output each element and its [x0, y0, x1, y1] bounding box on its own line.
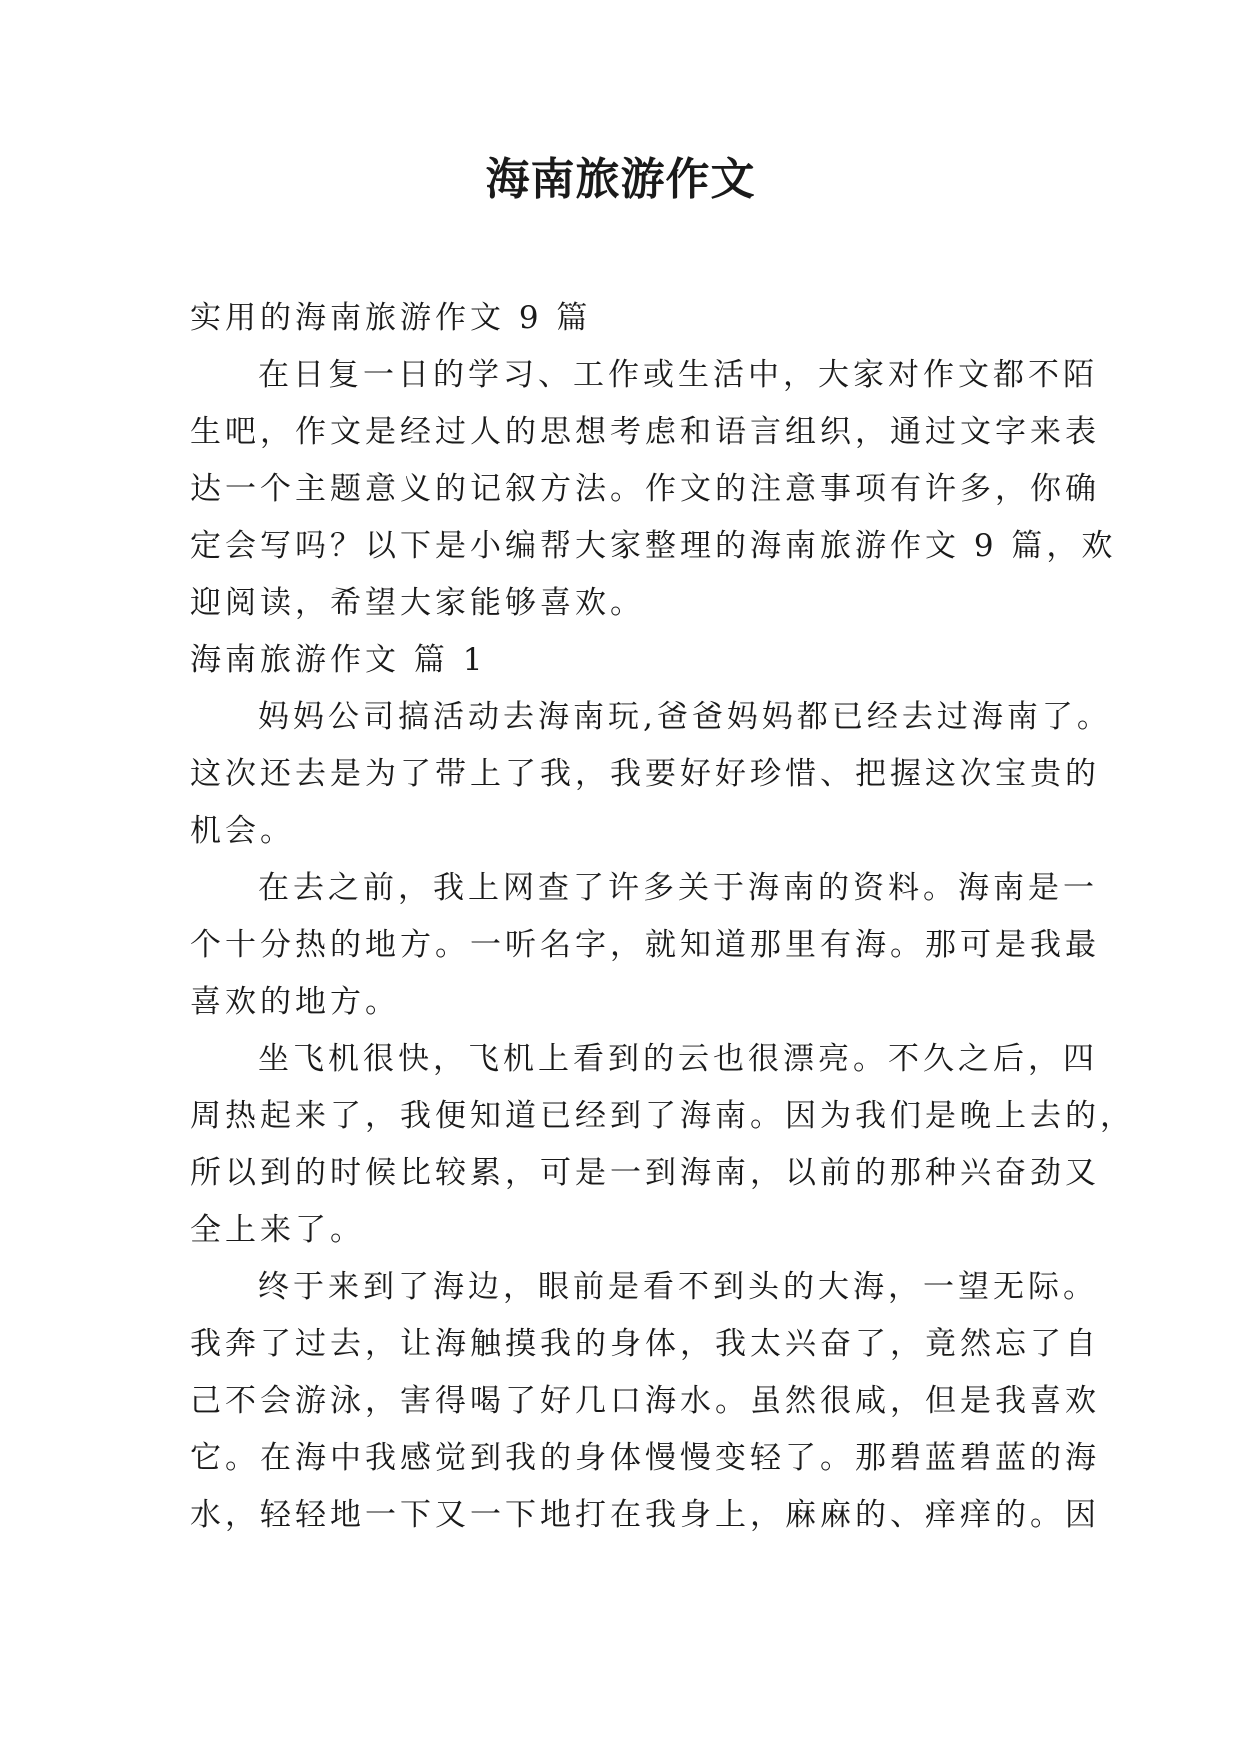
paragraph-line: 个十分热的地方。一听名字，就知道那里有海。那可是我最	[190, 927, 1100, 963]
paragraph-line: 迎阅读，希望大家能够喜欢。	[190, 585, 645, 621]
paragraph-line: 周热起来了，我便知道已经到了海南。因为我们是晚上去的，	[190, 1098, 1135, 1134]
document-body	[190, 290, 1135, 1544]
paragraph-line: 终于来到了海边，眼前是看不到头的大海，一望无际。	[258, 1269, 1098, 1305]
paragraph-line: 坐飞机很快，飞机上看到的云也很漂亮。不久之后，四	[258, 1041, 1098, 1077]
paragraph-line: 机会。	[190, 813, 295, 849]
paragraph-line: 所以到的时候比较累，可是一到海南，以前的那种兴奋劲又	[190, 1155, 1100, 1191]
paragraph-line: 全上来了。	[190, 1212, 365, 1248]
section-heading: 海南旅游作文 篇 1	[190, 642, 487, 678]
paragraph-line: 这次还去是为了带上了我，我要好好珍惜、把握这次宝贵的	[190, 756, 1100, 792]
paragraph-line: 定会写吗？以下是小编帮大家整理的海南旅游作文 9 篇，欢	[190, 528, 1117, 564]
document-title: 海南旅游作文	[485, 154, 756, 205]
paragraph-line: 在日复一日的学习、工作或生活中，大家对作文都不陌	[258, 357, 1098, 393]
paragraph-line: 生吧，作文是经过人的思想考虑和语言组织，通过文字来表	[190, 414, 1100, 450]
paragraph-line: 达一个主题意义的记叙方法。作文的注意事项有许多，你确	[190, 471, 1100, 507]
paragraph-line: 喜欢的地方。	[190, 984, 400, 1020]
paragraph-line: 妈妈公司搞活动去海南玩,爸爸妈妈都已经去过海南了。	[258, 699, 1112, 735]
paragraph-line: 己不会游泳，害得喝了好几口海水。虽然很咸，但是我喜欢	[190, 1383, 1100, 1419]
paragraph-line: 在去之前，我上网查了许多关于海南的资料。海南是一	[258, 870, 1098, 906]
paragraph-line: 我奔了过去，让海触摸我的身体，我太兴奋了，竟然忘了自	[190, 1326, 1100, 1362]
subtitle-line: 实用的海南旅游作文 9 篇	[190, 300, 592, 336]
paragraph-line: 水，轻轻地一下又一下地打在我身上，麻麻的、痒痒的。因	[190, 1497, 1100, 1533]
paragraph-line: 它。在海中我感觉到我的身体慢慢变轻了。那碧蓝碧蓝的海	[190, 1440, 1100, 1476]
